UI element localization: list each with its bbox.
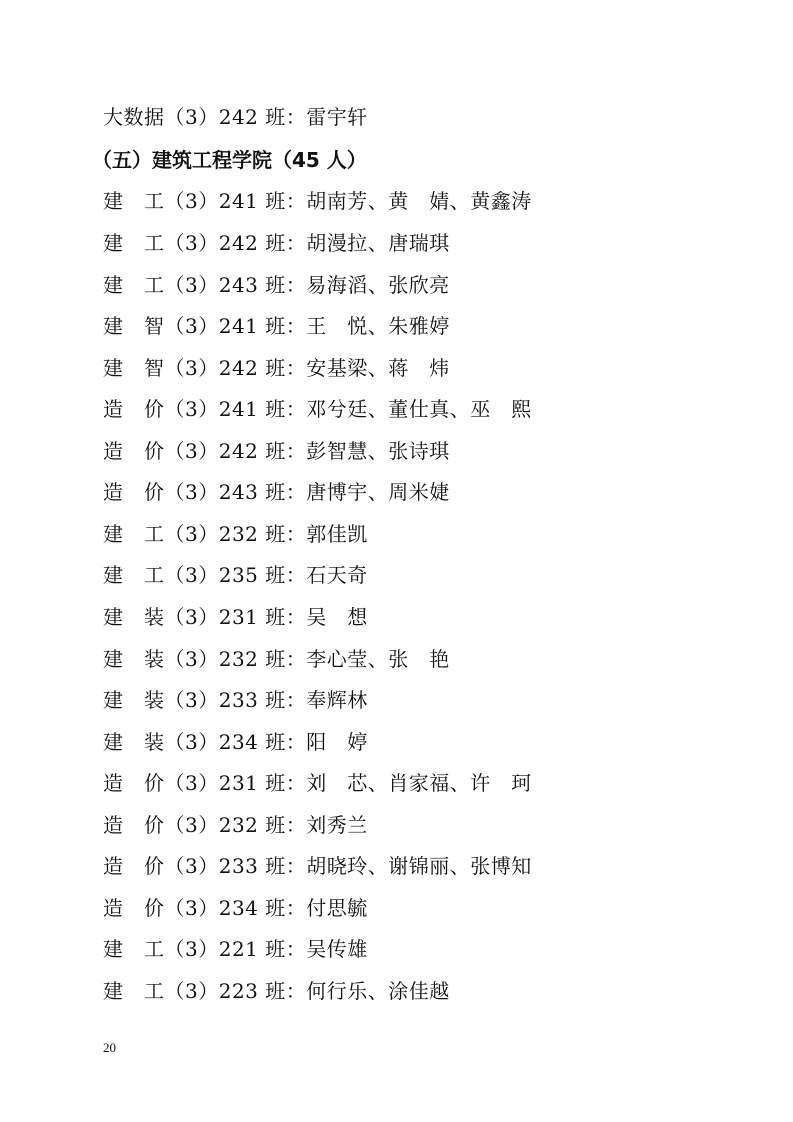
list-item: 建 智（3）241 班：王 悦、朱雅婷 bbox=[103, 314, 450, 338]
list-item: 建 装（3）233 班：奉辉林 bbox=[103, 688, 368, 712]
list-item: 建 工（3）241 班：胡南芳、黄 婧、黄鑫涛 bbox=[103, 189, 532, 213]
list-item: 建 装（3）231 班：吴 想 bbox=[103, 605, 368, 629]
text-line: 大数据（3）242 班：雷宇轩 bbox=[103, 105, 368, 129]
list-item: 造 价（3）233 班：胡晓玲、谢锦丽、张博知 bbox=[103, 854, 532, 878]
page-number: 20 bbox=[103, 1040, 116, 1055]
list-item: 建 智（3）242 班：安基梁、蒋 炜 bbox=[103, 356, 450, 380]
list-item: 造 价（3）231 班：刘 芯、肖家福、许 珂 bbox=[103, 771, 532, 795]
list-item: 建 工（3）221 班：吴传雄 bbox=[103, 937, 368, 961]
list-item: 建 工（3）235 班：石天奇 bbox=[103, 563, 368, 587]
list-item: 造 价（3）232 班：刘秀兰 bbox=[103, 813, 368, 837]
list-item: 建 装（3）232 班：李心莹、张 艳 bbox=[103, 647, 450, 671]
section-heading: （五）建筑工程学院（45 人） bbox=[92, 148, 367, 172]
list-item: 建 工（3）223 班：何行乐、涂佳越 bbox=[103, 979, 450, 1003]
list-item: 建 工（3）232 班：郭佳凯 bbox=[103, 522, 368, 546]
list-item: 建 工（3）243 班：易海滔、张欣亮 bbox=[103, 273, 450, 297]
list-item: 造 价（3）242 班：彭智慧、张诗琪 bbox=[103, 439, 450, 463]
list-item: 建 工（3）242 班：胡漫拉、唐瑞琪 bbox=[103, 231, 450, 255]
list-item: 造 价（3）234 班：付思毓 bbox=[103, 896, 368, 920]
list-item: 造 价（3）241 班：邓兮廷、董仕真、巫 熙 bbox=[103, 397, 532, 421]
list-item: 造 价（3）243 班：唐博宇、周米婕 bbox=[103, 480, 450, 504]
list-item: 建 装（3）234 班：阳 婷 bbox=[103, 730, 368, 754]
